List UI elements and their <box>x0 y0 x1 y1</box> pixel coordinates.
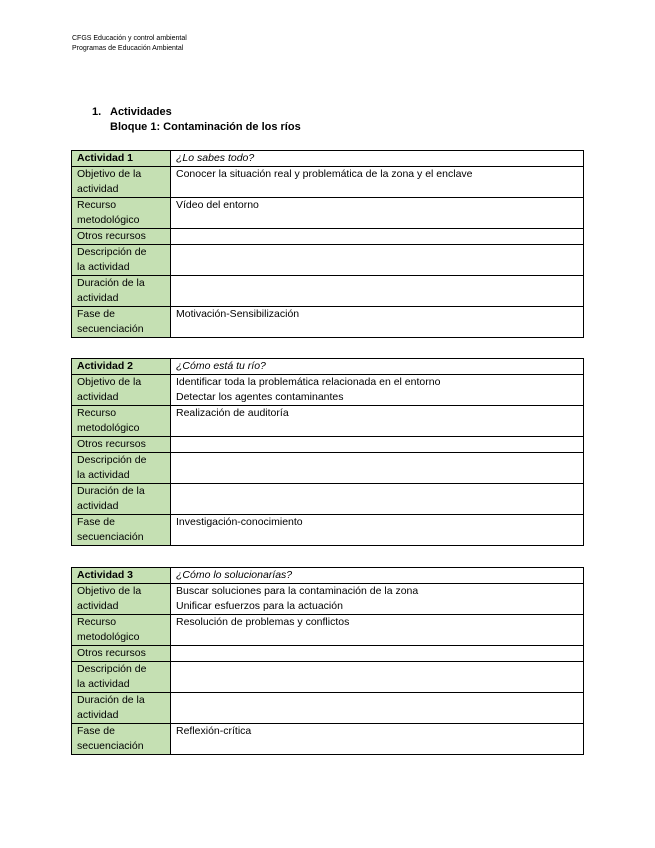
recurso-value: Resolución de problemas y conflictos <box>171 615 584 646</box>
activity-label: Actividad 1 <box>72 151 171 167</box>
table-row <box>72 584 584 615</box>
table-row <box>72 662 584 693</box>
activity-table-2 <box>71 358 584 546</box>
descripcion-label: Descripción de la actividad <box>72 245 171 276</box>
descripcion-value <box>171 662 584 693</box>
table-row <box>72 276 584 307</box>
table-row <box>72 724 584 755</box>
descripcion-label: Descripción de la actividad <box>72 453 171 484</box>
activity-label: Actividad 3 <box>72 568 171 584</box>
table-row <box>72 167 584 198</box>
fase-label: Fase de secuenciación <box>72 515 171 546</box>
table-row <box>72 375 584 406</box>
objetivo-label: Objetivo de la actividad <box>72 584 171 615</box>
otros-label: Otros recursos <box>72 437 171 453</box>
table-row <box>72 406 584 437</box>
descripcion-label: Descripción de la actividad <box>72 662 171 693</box>
otros-value <box>171 646 584 662</box>
section-number: 1. <box>92 106 102 118</box>
fase-label: Fase de secuenciación <box>72 307 171 338</box>
table-row <box>72 307 584 338</box>
otros-label: Otros recursos <box>72 646 171 662</box>
page-header <box>72 34 187 54</box>
table-row <box>72 437 584 453</box>
table-row <box>72 453 584 484</box>
table-row <box>72 245 584 276</box>
objetivo-value: Buscar soluciones para la contaminación de la zona Unificar esfuerzos para la actuación <box>171 584 584 615</box>
activity-label: Actividad 2 <box>72 359 171 375</box>
duracion-value <box>171 276 584 307</box>
fase-value: Investigación-conocimiento <box>171 515 584 546</box>
recurso-value: Vídeo del entorno <box>171 198 584 229</box>
duracion-label: Duración de la actividad <box>72 276 171 307</box>
duracion-value <box>171 693 584 724</box>
fase-value: Motivación-Sensibilización <box>171 307 584 338</box>
table-row <box>72 198 584 229</box>
otros-value <box>171 229 584 245</box>
table-row <box>72 568 584 584</box>
table-row <box>72 359 584 375</box>
objetivo-value: Conocer la situación real y problemática de la zona y el enclave <box>171 167 584 198</box>
section-subtitle: Bloque 1: Contaminación de los ríos <box>110 121 301 133</box>
section-title: Actividades <box>110 106 172 118</box>
objetivo-value: Identificar toda la problemática relacionada en el entorno Detectar los agentes contaminantes <box>171 375 584 406</box>
objetivo-label: Objetivo de la actividad <box>72 167 171 198</box>
otros-value <box>171 437 584 453</box>
recurso-label: Recurso metodológico <box>72 615 171 646</box>
section-heading <box>92 105 301 135</box>
descripcion-value <box>171 245 584 276</box>
header-course: CFGS Educación y control ambiental <box>72 35 187 42</box>
header-module: Programas de Educación Ambiental <box>72 45 184 52</box>
duracion-label: Duración de la actividad <box>72 484 171 515</box>
recurso-label: Recurso metodológico <box>72 198 171 229</box>
fase-value: Reflexión-crítica <box>171 724 584 755</box>
activity-table-1 <box>71 150 584 338</box>
table-row <box>72 484 584 515</box>
table-row <box>72 615 584 646</box>
table-row <box>72 515 584 546</box>
activity-title: ¿Cómo lo solucionarías? <box>171 568 584 584</box>
activity-title: ¿Lo sabes todo? <box>171 151 584 167</box>
descripcion-value <box>171 453 584 484</box>
otros-label: Otros recursos <box>72 229 171 245</box>
recurso-label: Recurso metodológico <box>72 406 171 437</box>
duracion-label: Duración de la actividad <box>72 693 171 724</box>
table-row <box>72 229 584 245</box>
activity-title: ¿Cómo está tu río? <box>171 359 584 375</box>
duracion-value <box>171 484 584 515</box>
table-row <box>72 646 584 662</box>
activity-table-3 <box>71 567 584 755</box>
fase-label: Fase de secuenciación <box>72 724 171 755</box>
objetivo-label: Objetivo de la actividad <box>72 375 171 406</box>
table-row <box>72 151 584 167</box>
table-row <box>72 693 584 724</box>
recurso-value: Realización de auditoría <box>171 406 584 437</box>
